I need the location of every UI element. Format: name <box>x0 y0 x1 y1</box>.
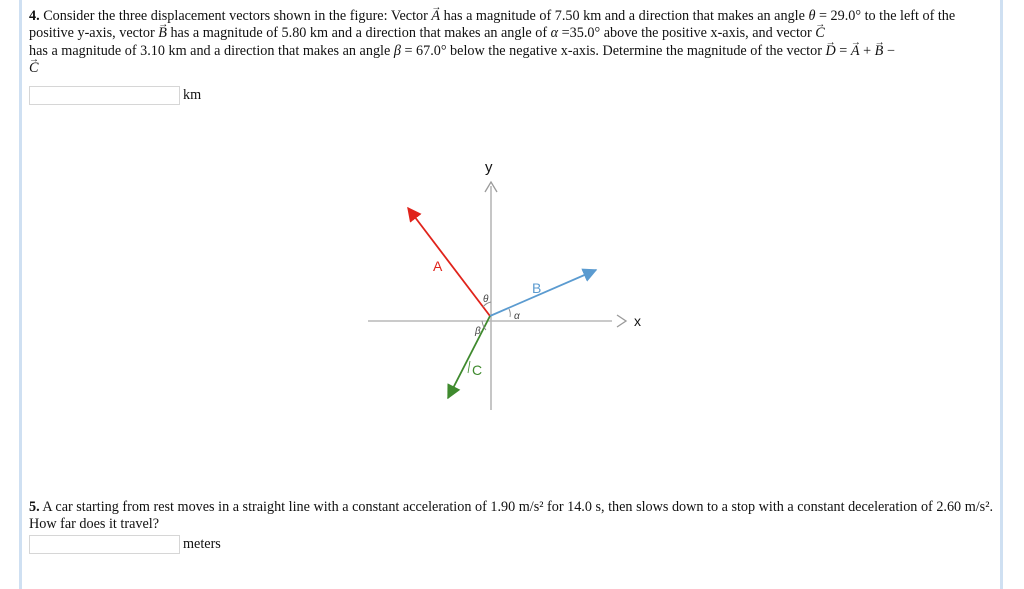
question-4-unit: km <box>183 87 202 103</box>
vector-b-label: B <box>532 280 542 296</box>
vector-c-label: C <box>472 362 483 378</box>
q4-text-part: = 67.0° below the negative x-axis. Determine the magnitude of the vector <box>400 42 826 59</box>
question-5-body: A car starting from rest moves in a straight line with a constant acceleration of 1.90 m/s² for 14.0 s, then slows down to a stop with a constant deceleration of 2.60 m/s². How far does it travel? <box>29 499 993 533</box>
q4-text-part: has a magnitude of 3.10 km and a direction that makes an angle <box>29 42 394 59</box>
vector-b-symbol: → B <box>158 25 167 42</box>
minus-sign: − <box>883 42 895 59</box>
alpha-symbol: α <box>550 25 559 42</box>
vector-a-arrow <box>408 208 490 316</box>
plus-sign: + <box>859 42 875 59</box>
question-5-text <box>29 499 997 534</box>
alpha-arc <box>509 309 510 317</box>
q4-text-part: =35.0° above the positive x-axis, and vector <box>558 25 816 42</box>
q4-text-part: Consider the three displacement vectors shown in the figure: Vector <box>43 8 432 24</box>
q4-text-part: = 29.0° to the left of the positive y-axis, vector <box>29 8 956 42</box>
x-axis-label: x <box>634 313 641 329</box>
theta-symbol: θ <box>808 8 816 24</box>
vector-d-symbol: → D <box>826 43 836 60</box>
x-axis-arrow-icon <box>617 315 626 327</box>
beta-symbol: β <box>393 42 401 59</box>
question-5-number: 5. <box>29 499 40 515</box>
question-4-number: 4. <box>29 8 40 24</box>
vector-b-arrow <box>490 270 596 316</box>
vector-a-label: A <box>433 258 443 274</box>
question-5-unit: meters <box>183 536 221 552</box>
vector-c-label-mark <box>468 361 470 373</box>
equals-sign: = <box>835 42 851 59</box>
beta-label: β <box>475 326 481 337</box>
q4-text-part: has a magnitude of 5.80 km and a direction that makes an angle of <box>166 25 551 42</box>
theta-label: θ <box>483 294 489 305</box>
alpha-label: α <box>514 311 520 322</box>
vector-b-symbol: → B <box>875 43 884 60</box>
y-axis-label: y <box>485 159 493 176</box>
vector-a-symbol: → A <box>431 8 440 25</box>
vector-a-symbol: → A <box>851 43 860 60</box>
q4-text-part: has a magnitude of 7.50 km and a direction that makes an angle <box>440 8 809 24</box>
question-5-answer-input[interactable] <box>29 535 180 554</box>
vector-c-arrow <box>448 316 490 398</box>
vector-c-symbol: → C <box>815 25 824 42</box>
vector-c-symbol: → C <box>29 60 38 77</box>
